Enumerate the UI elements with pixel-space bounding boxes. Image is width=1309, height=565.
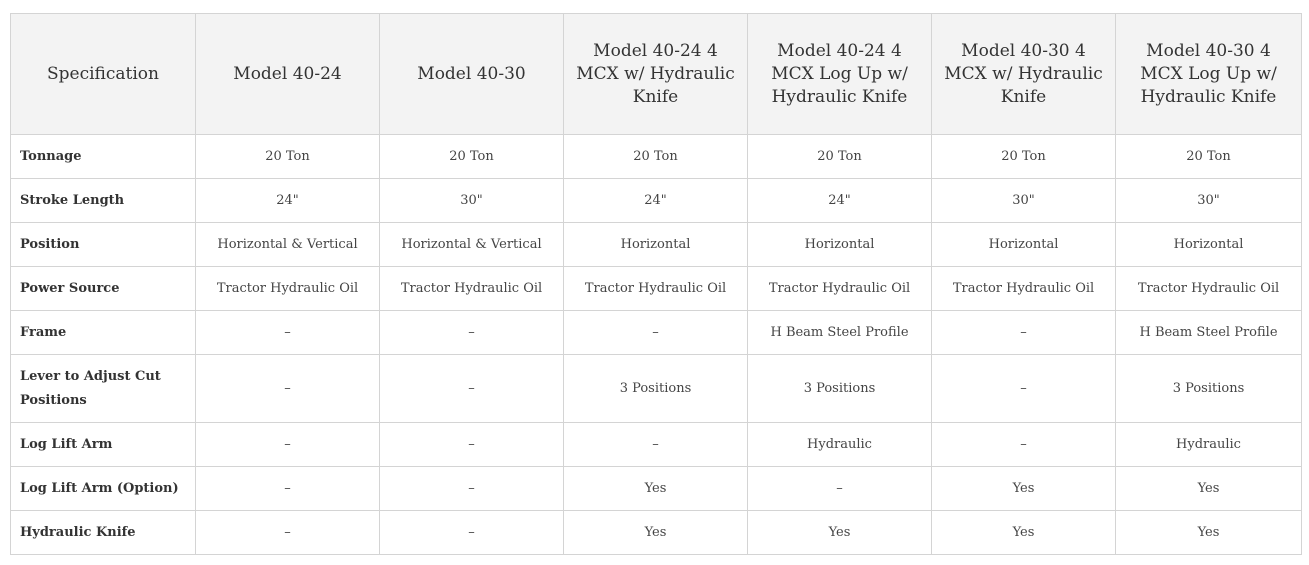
- row-label: Power Source: [11, 267, 196, 311]
- table-cell: –: [196, 467, 380, 511]
- table-cell: Yes: [932, 467, 1116, 511]
- table-cell: 3 Positions: [748, 355, 932, 423]
- table-cell: 20 Ton: [1116, 135, 1302, 179]
- row-label: Stroke Length: [11, 179, 196, 223]
- table-cell: –: [932, 311, 1116, 355]
- table-cell: Horizontal & Vertical: [196, 223, 380, 267]
- table-cell: Yes: [1116, 467, 1302, 511]
- table-cell: 30": [932, 179, 1116, 223]
- table-cell: –: [196, 423, 380, 467]
- header-model-40-30: Model 40-30: [380, 14, 564, 135]
- table-cell: H Beam Steel Profile: [748, 311, 932, 355]
- row-label: Lever to Adjust Cut Positions: [11, 355, 196, 423]
- header-row: [11, 14, 1302, 135]
- table-cell: –: [196, 311, 380, 355]
- table-cell: 3 Positions: [564, 355, 748, 423]
- table-cell: Horizontal: [1116, 223, 1302, 267]
- table-cell: –: [564, 311, 748, 355]
- row-label: Log Lift Arm (Option): [11, 467, 196, 511]
- table-cell: Tractor Hydraulic Oil: [564, 267, 748, 311]
- header-model-40-24-4mcx-knife: Model 40-24 4 MCX w/ Hydraulic Knife: [564, 14, 748, 135]
- table-row: [11, 135, 1302, 179]
- table-cell: –: [196, 511, 380, 555]
- row-label: Tonnage: [11, 135, 196, 179]
- table-cell: –: [564, 423, 748, 467]
- header-model-40-30-4mcx-logup-knife: Model 40-30 4 MCX Log Up w/ Hydraulic Knife: [1116, 14, 1302, 135]
- table-cell: 24": [196, 179, 380, 223]
- table-cell: –: [380, 423, 564, 467]
- table-row: [11, 423, 1302, 467]
- table-row: [11, 467, 1302, 511]
- table-cell: 20 Ton: [564, 135, 748, 179]
- table-cell: Tractor Hydraulic Oil: [1116, 267, 1302, 311]
- table-cell: –: [932, 355, 1116, 423]
- row-label: Position: [11, 223, 196, 267]
- table-cell: Hydraulic: [1116, 423, 1302, 467]
- table-cell: Yes: [748, 511, 932, 555]
- table-cell: Yes: [932, 511, 1116, 555]
- table-cell: Horizontal & Vertical: [380, 223, 564, 267]
- table-cell: –: [380, 511, 564, 555]
- row-label: Hydraulic Knife: [11, 511, 196, 555]
- table-row: [11, 223, 1302, 267]
- table-cell: Yes: [564, 467, 748, 511]
- table-row: [11, 355, 1302, 423]
- header-model-40-24-4mcx-logup-knife: Model 40-24 4 MCX Log Up w/ Hydraulic Knife: [748, 14, 932, 135]
- table-cell: Tractor Hydraulic Oil: [748, 267, 932, 311]
- table-cell: Yes: [1116, 511, 1302, 555]
- table-row: [11, 267, 1302, 311]
- table-row: [11, 311, 1302, 355]
- header-model-40-24: Model 40-24: [196, 14, 380, 135]
- table-cell: 20 Ton: [932, 135, 1116, 179]
- table-cell: 24": [748, 179, 932, 223]
- table-cell: Horizontal: [564, 223, 748, 267]
- table-cell: H Beam Steel Profile: [1116, 311, 1302, 355]
- table-cell: –: [932, 423, 1116, 467]
- table-cell: 30": [1116, 179, 1302, 223]
- table-cell: 20 Ton: [196, 135, 380, 179]
- table-cell: –: [380, 355, 564, 423]
- table-cell: Tractor Hydraulic Oil: [932, 267, 1116, 311]
- table-cell: –: [380, 311, 564, 355]
- table-row: [11, 511, 1302, 555]
- table-cell: Horizontal: [748, 223, 932, 267]
- row-label: Log Lift Arm: [11, 423, 196, 467]
- row-label: Frame: [11, 311, 196, 355]
- table-cell: 24": [564, 179, 748, 223]
- spec-table-container: [10, 13, 1302, 555]
- table-row: [11, 179, 1302, 223]
- spec-table: [10, 13, 1302, 555]
- table-cell: 3 Positions: [1116, 355, 1302, 423]
- table-cell: 20 Ton: [748, 135, 932, 179]
- table-cell: Hydraulic: [748, 423, 932, 467]
- table-cell: 20 Ton: [380, 135, 564, 179]
- header-specification: Specification: [11, 14, 196, 135]
- table-cell: Horizontal: [932, 223, 1116, 267]
- table-cell: –: [748, 467, 932, 511]
- table-cell: –: [196, 355, 380, 423]
- table-cell: Yes: [564, 511, 748, 555]
- header-model-40-30-4mcx-knife: Model 40-30 4 MCX w/ Hydraulic Knife: [932, 14, 1116, 135]
- table-cell: 30": [380, 179, 564, 223]
- table-cell: –: [380, 467, 564, 511]
- table-cell: Tractor Hydraulic Oil: [196, 267, 380, 311]
- table-cell: Tractor Hydraulic Oil: [380, 267, 564, 311]
